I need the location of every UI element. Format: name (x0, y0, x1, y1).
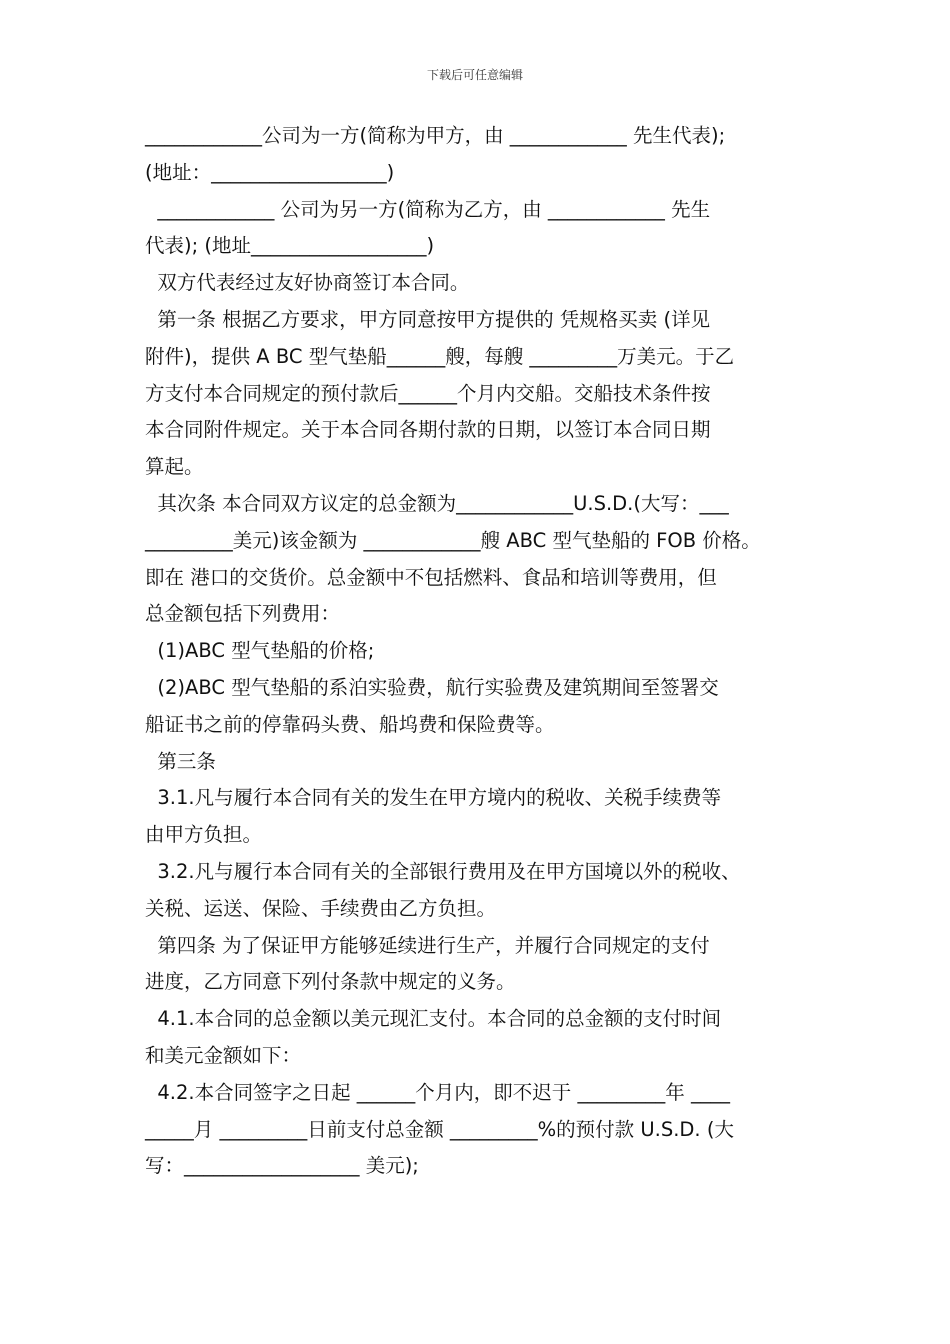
article-3-heading: 第三条 (145, 749, 216, 773)
article-4-line-2: 进度，乙方同意下列付条款中规定的义务。 (145, 970, 516, 994)
clause-4-2-line-3: 写：__________________ 美元); (145, 1154, 419, 1178)
header-note: 下载后可任意编辑 (426, 68, 523, 82)
clause-4-1-line-1: 4.1.本合同的总金额以美元现汇支付。本合同的总金额的支付时间 (145, 1007, 722, 1031)
party-a-address-line: (地址：__________________) (145, 160, 395, 184)
clause-4-2-line-1: 4.2.本合同签字之日起 ______个月内，即不迟于 _________年 ____ (145, 1080, 730, 1104)
party-a-line: ____________公司为一方(简称为甲方，由 ____________ 先生代表); (145, 124, 726, 147)
document-body (145, 118, 810, 1185)
article-1-line-4: 本合同附件规定。关于本合同各期付款的日期，以签订本合同日期 (145, 418, 711, 442)
article-1-line-1: 第一条 根据乙方要求，甲方同意按甲方提供的 凭规格买卖 (详见 (145, 307, 711, 331)
article-1-line-3: 方支付本合同规定的预付款后______个月内交船。交船技术条件按 (145, 381, 711, 405)
party-b-address-line: 代表); (地址__________________) (145, 234, 435, 258)
party-b-line: ____________ 公司为另一方(简称为乙方，由 ____________ 先生 (145, 197, 711, 221)
clause-3-1-line-1: 3.1.凡与履行本合同有关的发生在甲方境内的税收、关税手续费等 (145, 786, 722, 810)
article-1-line-2: 附件)，提供 A BC 型气垫船______艘，每艘 _________万美元。于乙 (145, 344, 735, 368)
article-1-line-5: 算起。 (145, 455, 204, 479)
clause-3-2-line-2: 关税、运送、保险、手续费由乙方负担。 (145, 896, 497, 920)
article-4-line-1: 第四条 为了保证甲方能够延续进行生产，并履行合同规定的支付 (145, 933, 710, 957)
article-2-line-3: 即在 港口的交货价。总金额中不包括燃料、食品和培训等费用，但 (145, 565, 717, 589)
article-2-item-2-line-2: 船证书之前的停靠码头费、船坞费和保险费等。 (145, 712, 555, 736)
article-2-item-2-line-1: (2)ABC 型气垫船的系泊实验费，航行实验费及建筑期间至签署交 (145, 675, 719, 699)
clause-4-1-line-2: 和美元金额如下： (145, 1043, 302, 1067)
clause-4-2-line-2: _____月 _________日前支付总金额 _________%的预付款 U.S.D. (大 (145, 1117, 734, 1141)
clause-3-1-line-2: 由甲方负担。 (145, 823, 263, 847)
clause-3-2-line-1: 3.2.凡与履行本合同有关的全部银行费用及在甲方国境以外的税收、 (145, 859, 741, 883)
article-2-line-4: 总金额包括下列费用： (145, 602, 341, 626)
article-2-item-1: (1)ABC 型气垫船的价格; (145, 639, 375, 663)
article-2-line-2: _________美元)该金额为 ____________艘 ABC 型气垫船的 FOB 价格。 (145, 528, 761, 552)
article-2-line-1: 其次条 本合同双方议定的总金额为____________U.S.D.(大写：___ (145, 491, 729, 515)
agreement-intro-line: 双方代表经过友好协商签订本合同。 (145, 271, 470, 295)
